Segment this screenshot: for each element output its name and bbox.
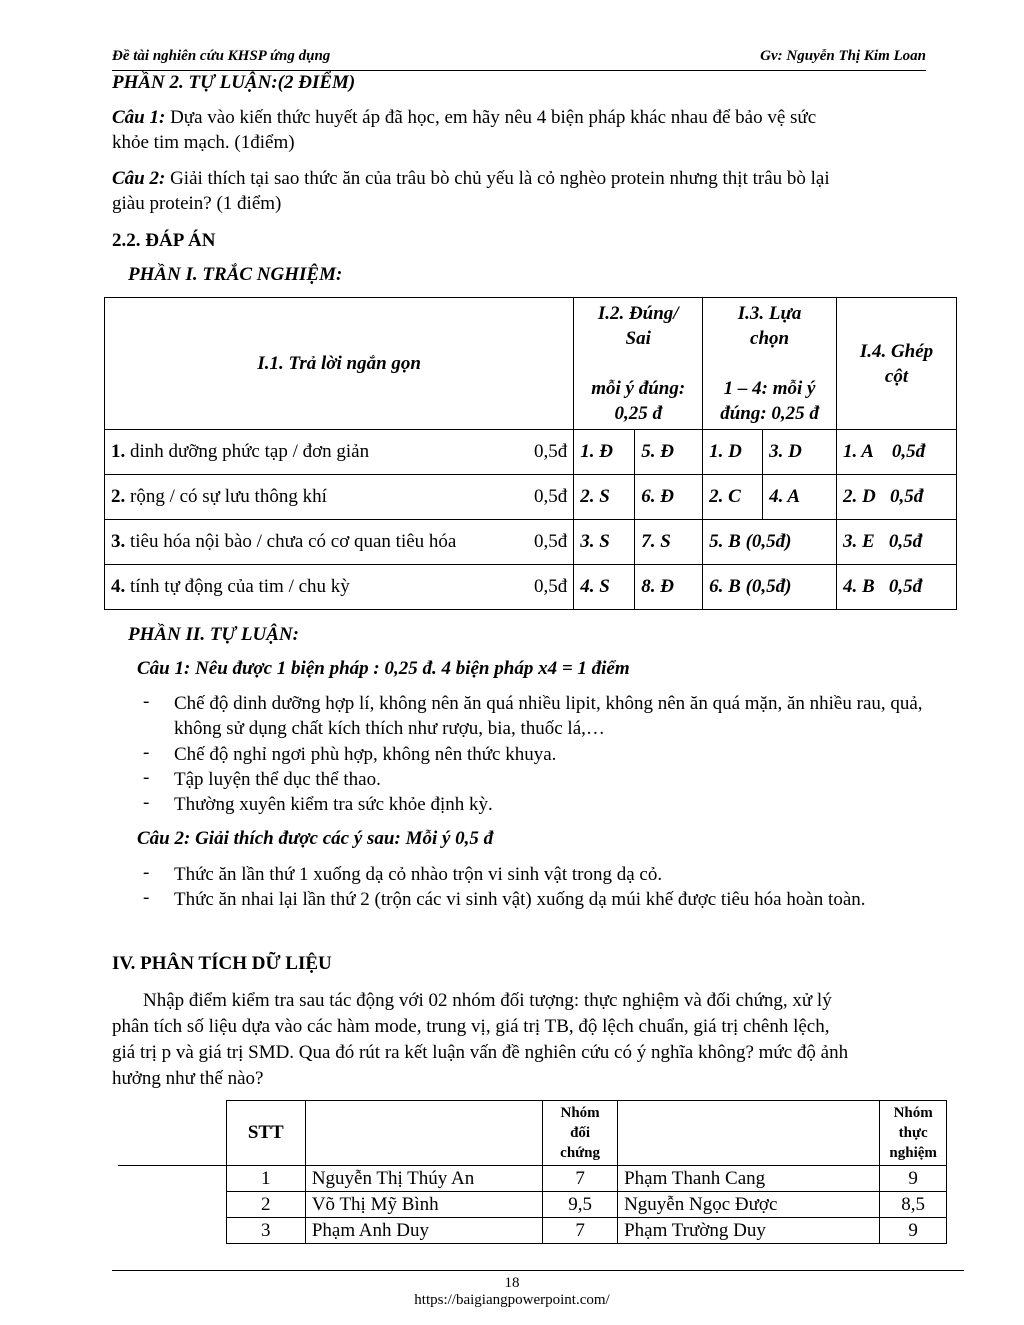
table-row (105, 520, 957, 565)
mc-answer: 2. C (703, 475, 763, 520)
section-4-title: IV. PHÂN TÍCH DỮ LIỆU (112, 953, 332, 974)
header-multiple-choice (703, 298, 837, 430)
match-answer: 4. B 0,5đ (837, 565, 957, 610)
control-score: 7 (543, 1166, 618, 1192)
score-table (118, 1100, 947, 1244)
header-control-group (543, 1101, 618, 1166)
table-row (105, 475, 957, 520)
experiment-score: 9 (880, 1166, 947, 1192)
para-line: Nhập điểm kiểm tra sau tác động với 02 nhóm đối tượng: thực nghiệm và đối chứng, xử lý (143, 990, 832, 1011)
match-answer: 2. D 0,5đ (837, 475, 957, 520)
page-header (112, 44, 926, 71)
q1-label: Câu 1: (112, 107, 166, 128)
answer-text: tính tự động của tim / chu kỳ (125, 576, 350, 597)
footer-url[interactable]: https://baigiangpowerpoint.com/ (414, 1292, 610, 1308)
empty-cell (305, 1101, 542, 1166)
header-left: Đề tài nghiên cứu KHSP ứng dụng (112, 48, 331, 64)
mc-answer: 5. B (0,5đ) (703, 520, 837, 565)
tf-answer: 7. S (635, 520, 703, 565)
q2-label: Câu 2: (112, 168, 166, 189)
list-item: Tập luyện thể dục thể thao. (174, 769, 381, 790)
control-name: Nguyễn Thị Thúy An (305, 1166, 542, 1192)
tf-answer: 3. S (574, 520, 635, 565)
bullet-dash: - (143, 742, 150, 763)
table-row (105, 565, 957, 610)
list-item: Thức ăn lần thứ 1 xuống dạ cỏ nhào trộn vi sinh vật trong dạ cỏ. (174, 864, 663, 885)
short-answer-cell (105, 430, 574, 475)
question-2 (112, 166, 962, 216)
h4-line1: I.4. Ghép (859, 340, 934, 362)
short-answer-cell (105, 565, 574, 610)
h2-line4: 0,25 đ (614, 403, 662, 424)
stt-cell: 1 (226, 1166, 305, 1192)
experiment-name: Phạm Thanh Cang (618, 1166, 880, 1192)
q2-line1: Giải thích tại sao thức ăn của trâu bò chủ yếu là cỏ nghèo protein nhưng thịt trâu bò lại (165, 168, 830, 189)
row-number: 1. (111, 441, 126, 462)
empty-cell (118, 1101, 226, 1166)
short-answer-cell (105, 475, 574, 520)
control-name: Võ Thị Mỹ Bình (305, 1192, 542, 1218)
q1-line1: Dựa vào kiến thức huyết áp đã học, em hãy nêu 4 biện pháp khác nhau để bảo vệ sức (165, 107, 817, 128)
list-item: Chế độ dinh dưỡng hợp lí, không nên ăn quá nhiều lipit, không nên ăn quá mặn, ăn nhiều rau, quả, không sử dụng chất kích thích như rượu, bia, thuốc lá,… (174, 693, 923, 739)
question-1 (112, 105, 962, 155)
exp-line: thực (898, 1125, 928, 1141)
header-matching (837, 298, 957, 430)
mc-answer: 1. D (703, 430, 763, 475)
points: 0,5đ (534, 486, 568, 507)
page-number: 18 (504, 1275, 520, 1291)
empty-cell (618, 1101, 880, 1166)
ctrl-line: chứng (560, 1145, 601, 1161)
control-score: 9,5 (543, 1192, 618, 1218)
bullet-dash: - (143, 691, 150, 712)
list-item: Thức ăn nhai lại lần thứ 2 (trộn các vi sinh vật) xuống dạ múi khế được tiêu hóa hoàn toàn. (174, 889, 866, 910)
header-stt: STT (226, 1101, 305, 1166)
ctrl-line: Nhóm (560, 1105, 600, 1121)
bullet-dash: - (143, 887, 150, 908)
table-row (118, 1192, 947, 1218)
list-item: Chế độ nghỉ ngơi phù hợp, không nên thức khuya. (174, 744, 557, 765)
match-answer: 1. A 0,5đ (837, 430, 957, 475)
table-row (105, 430, 957, 475)
bullet-dash: - (143, 792, 150, 813)
experiment-score: 9 (880, 1218, 947, 1244)
table-row (118, 1218, 947, 1244)
answer-2-title: Câu 2: Giải thích được các ý sau: Mỗi ý 0,5 đ (137, 828, 494, 849)
section-4-paragraph (112, 988, 957, 1092)
h4-line2: cột (884, 365, 909, 387)
h3-line4: đúng: 0,25 đ (720, 403, 819, 424)
footer-rule (112, 1270, 964, 1271)
answer-title: 2.2. ĐÁP ÁN (112, 230, 216, 251)
row-number: 4. (111, 576, 126, 597)
h3-line2: chọn (750, 328, 790, 349)
exp-line: nghiệm (889, 1145, 937, 1161)
q1-line2: khỏe tim mạch. (1điểm) (112, 132, 295, 153)
experiment-score: 8,5 (880, 1192, 947, 1218)
stt-cell: 3 (226, 1218, 305, 1244)
tf-answer: 4. S (574, 565, 635, 610)
experiment-name: Nguyễn Ngọc Được (618, 1192, 880, 1218)
bullet-dash: - (143, 767, 150, 788)
bullet-dash: - (143, 862, 150, 883)
essay-title: PHẦN II. TỰ LUẬN: (128, 624, 299, 645)
part2-title: PHẦN 2. TỰ LUẬN:(2 ĐIỂM) (112, 72, 356, 93)
para-line: hưởng như thế nào? (112, 1068, 264, 1089)
answer-text: tiêu hóa nội bào / chưa có cơ quan tiêu hóa (125, 531, 457, 552)
mcq-title: PHẦN I. TRẮC NGHIỆM: (128, 264, 343, 285)
points: 0,5đ (534, 576, 568, 597)
mcq-header-row (105, 298, 957, 430)
list-item: Thường xuyên kiểm tra sức khỏe định kỳ. (174, 794, 493, 815)
tf-answer: 1. Đ (574, 430, 635, 475)
empty-cell (118, 1218, 226, 1244)
h2-line1: I.2. Đúng/ (597, 303, 679, 324)
header-short-answer: I.1. Trả lời ngắn gọn (105, 298, 574, 430)
points: 0,5đ (534, 531, 568, 552)
tf-answer: 8. Đ (635, 565, 703, 610)
answer-text: dinh dưỡng phức tạp / đơn giản (125, 441, 370, 462)
tf-answer: 2. S (574, 475, 635, 520)
header-experiment-group (880, 1101, 947, 1166)
q2-line2: giàu protein? (1 điểm) (112, 193, 282, 214)
tf-answer: 6. Đ (635, 475, 703, 520)
mcq-answer-table (104, 297, 957, 610)
exp-line: Nhóm (893, 1105, 933, 1121)
h2-line2: Sai (625, 328, 651, 349)
tf-answer: 5. Đ (635, 430, 703, 475)
ctrl-line: đối (570, 1125, 591, 1141)
short-answer-cell (105, 520, 574, 565)
control-name: Phạm Anh Duy (305, 1218, 542, 1244)
mc-answer: 4. A (763, 475, 837, 520)
control-score: 7 (543, 1218, 618, 1244)
empty-cell (118, 1192, 226, 1218)
row-number: 3. (111, 531, 126, 552)
h3-line1: I.3. Lựa (737, 303, 802, 324)
h3-line3: 1 – 4: mỗi ý (723, 378, 816, 399)
points: 0,5đ (534, 441, 568, 462)
match-answer: 3. E 0,5đ (837, 520, 957, 565)
answer-text: rộng / có sự lưu thông khí (125, 486, 327, 507)
stt-cell: 2 (226, 1192, 305, 1218)
para-line: giá trị p và giá trị SMD. Qua đó rút ra kết luận vấn đề nghiên cứu có ý nghĩa không? mức độ ảnh (112, 1042, 849, 1063)
answer-1-title: Câu 1: Nêu được 1 biện pháp : 0,25 đ. 4 biện pháp x4 = 1 điểm (137, 658, 630, 679)
mc-answer: 6. B (0,5đ) (703, 565, 837, 610)
para-line: phân tích số liệu dựa vào các hàm mode, trung vị, giá trị TB, độ lệch chuẩn, giá trị chênh lệch, (112, 1016, 830, 1037)
header-right: Gv: Nguyễn Thị Kim Loan (760, 48, 926, 64)
score-header-row (118, 1101, 947, 1166)
row-number: 2. (111, 486, 126, 507)
empty-cell (118, 1166, 226, 1192)
table-row (118, 1166, 947, 1192)
experiment-name: Phạm Trường Duy (618, 1218, 880, 1244)
h2-line3: mỗi ý đúng: (591, 378, 686, 399)
mc-answer: 3. D (763, 430, 837, 475)
header-true-false (574, 298, 703, 430)
